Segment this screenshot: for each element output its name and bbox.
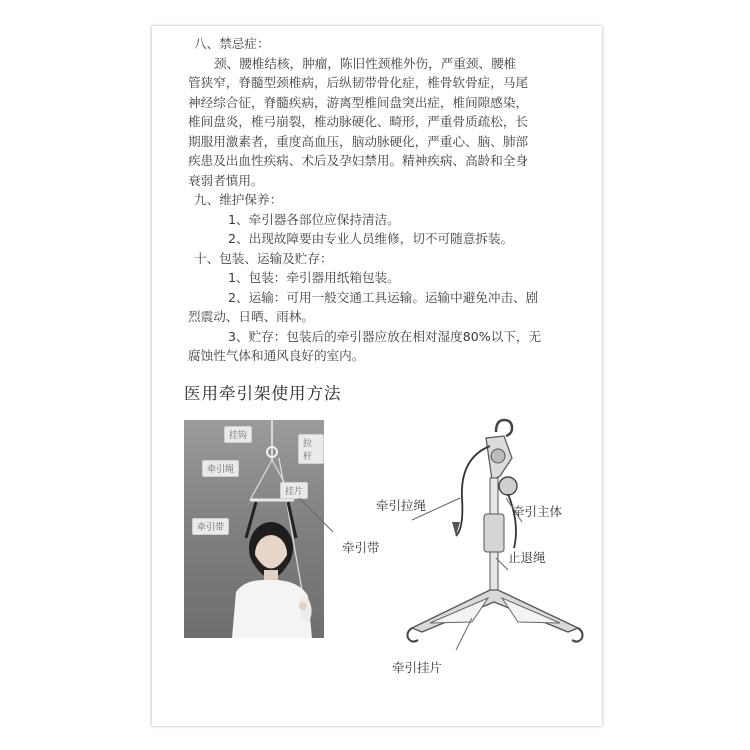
contraindications-line: 管狭窄，脊髓型颈椎病，后纵韧带骨化症，椎骨软骨症，马尾 bbox=[188, 75, 529, 90]
photo-tag-hanger: 挂片 bbox=[280, 482, 308, 499]
strap-leader-line bbox=[297, 496, 337, 536]
contraindications-line: 椎间盘炎，椎弓崩裂，椎动脉硬化、畸形，严重骨质疏松，长 bbox=[188, 114, 529, 129]
traction-device-drawing bbox=[372, 418, 602, 663]
manual-text bbox=[188, 34, 600, 366]
contraindications-line: 衰弱者慎用。 bbox=[188, 172, 264, 188]
contraindications-line: 期服用激素者，重度高血压，脑动脉硬化，严重心、脑、肺部 bbox=[188, 133, 529, 149]
packaging-line: 2、运输：可用一般交通工具运输。运输中避免冲击、剧 bbox=[228, 289, 539, 305]
photo-tag-strap: 牵引带 bbox=[192, 518, 229, 535]
contraindications-line: 颈、腰椎结核，肿瘤，陈旧性颈椎外伤，严重颈、腰椎 bbox=[214, 55, 517, 71]
packaging-line: 3、贮存：包装后的牵引器应放在相对湿度80%以下，无 bbox=[228, 328, 542, 344]
packaging-line: 1、包装：牵引器用纸箱包装。 bbox=[228, 270, 400, 285]
usage-title: 医用牵引架使用方法 bbox=[184, 384, 342, 403]
label-pull-rope: 牵引拉绳 bbox=[376, 498, 427, 513]
packaging-heading: 十、包装、运输及贮存： bbox=[194, 250, 333, 266]
maintenance-item: 2、出现故障要由专业人员维修，切不可随意拆装。 bbox=[228, 231, 514, 246]
maintenance-item: 1、牵引器各部位应保持清洁。 bbox=[228, 211, 400, 227]
contraindications-line: 神经综合征，脊髓疾病，游离型椎间盘突出症，椎间隙感染， bbox=[188, 94, 529, 110]
label-hanger: 牵引挂片 bbox=[392, 660, 443, 675]
photo-tag-hook: 挂钩 bbox=[224, 426, 252, 443]
manual-page bbox=[152, 26, 602, 726]
maintenance-heading: 九、维护保养： bbox=[194, 192, 283, 207]
packaging-line: 烈震动、日晒、雨林。 bbox=[188, 309, 314, 324]
photo-tag-rod: 拉杆 bbox=[298, 434, 324, 464]
contraindications-heading: 八、禁忌症： bbox=[194, 36, 270, 51]
packaging-line: 腐蚀性气体和通风良好的室内。 bbox=[188, 348, 365, 363]
label-main-body: 牵引主体 bbox=[512, 504, 563, 519]
contraindications-line: 疾患及出血性疾病、术后及孕妇禁用。精神疾病、高龄和全身 bbox=[188, 153, 529, 168]
device-diagram bbox=[372, 418, 602, 663]
photo-tag-rope: 牵引绳 bbox=[202, 460, 239, 477]
label-strap: 牵引带 bbox=[342, 540, 380, 555]
label-stop-rope: 止退绳 bbox=[508, 550, 546, 565]
